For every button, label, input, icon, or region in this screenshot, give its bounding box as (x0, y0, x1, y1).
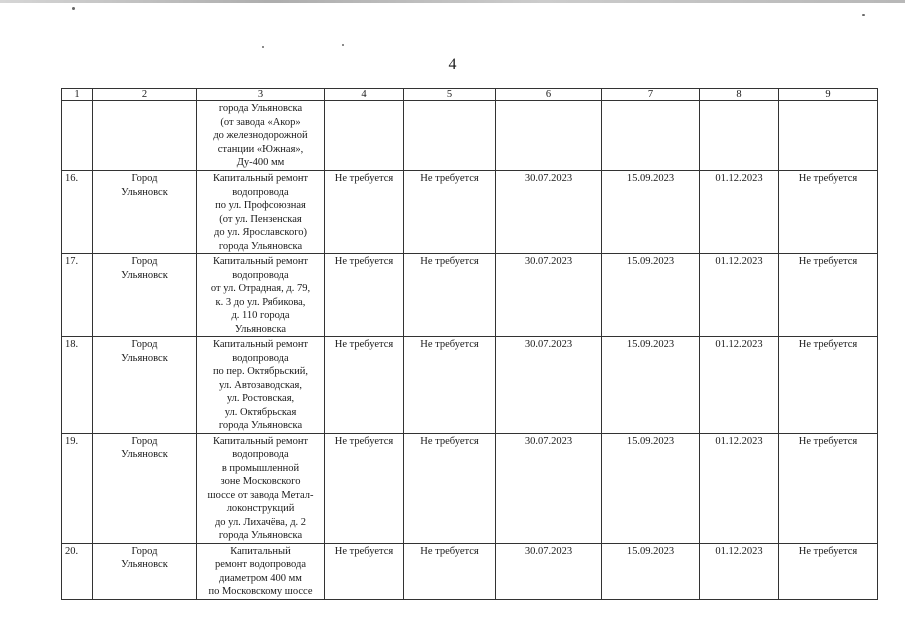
work-description-cell: Капитальный ремонт водопровода по ул. Профсоюзная (от ул. Пензенская до ул. Ярославского) города Ульяновска (197, 171, 325, 254)
page-number: 4 (448, 56, 457, 73)
column-number-header: 1 (62, 89, 93, 101)
date-cell (602, 101, 700, 171)
requirement-cell: Не требуется (779, 254, 878, 337)
requirement-cell: Не требуется (779, 337, 878, 434)
requirement-cell (404, 101, 496, 171)
date-cell: 30.07.2023 (496, 171, 602, 254)
work-description-cell: Капитальный ремонт водопровода в промышленной зоне Московского шоссе от завода Метал- локонструкций до ул. Лихачёва, д. 2 города Ульяновска (197, 433, 325, 543)
requirement-cell: Не требуется (404, 433, 496, 543)
row-number-cell: 17. (62, 254, 93, 337)
municipality-cell: Город Ульяновск (93, 543, 197, 599)
scan-speck (72, 7, 75, 10)
row-number-cell (62, 101, 93, 171)
table-row (62, 101, 878, 171)
scan-speck (342, 44, 344, 46)
requirement-cell: Не требуется (779, 543, 878, 599)
scan-edge-artifact (0, 0, 905, 3)
column-number-header: 6 (496, 89, 602, 101)
work-description-cell: Капитальный ремонт водопровода по пер. Октябрьский, ул. Автозаводская, ул. Ростовская, ул. Октябрьская города Ульяновска (197, 337, 325, 434)
municipality-cell: Город Ульяновск (93, 433, 197, 543)
column-number-header: 2 (93, 89, 197, 101)
date-cell: 30.07.2023 (496, 254, 602, 337)
table-body (62, 101, 878, 600)
date-cell: 15.09.2023 (602, 543, 700, 599)
date-cell: 01.12.2023 (700, 433, 779, 543)
scan-speck (262, 46, 264, 48)
requirement-cell: Не требуется (404, 543, 496, 599)
date-cell: 15.09.2023 (602, 171, 700, 254)
requirement-cell: Не требуется (404, 254, 496, 337)
row-number-cell: 20. (62, 543, 93, 599)
row-number-cell: 16. (62, 171, 93, 254)
work-description-cell: города Ульяновска (от завода «Акор» до железнодорожной станции «Южная», Ду-400 мм (197, 101, 325, 171)
row-number-cell: 19. (62, 433, 93, 543)
requirement-cell: Не требуется (404, 337, 496, 434)
works-schedule-table (61, 88, 878, 600)
table-row (62, 254, 878, 337)
municipality-cell: Город Ульяновск (93, 254, 197, 337)
date-cell: 15.09.2023 (602, 254, 700, 337)
column-number-header-row (62, 89, 878, 101)
requirement-cell (325, 101, 404, 171)
municipality-cell: Город Ульяновск (93, 171, 197, 254)
table-row (62, 543, 878, 599)
work-description-cell: Капитальный ремонт водопровода от ул. Отрадная, д. 79, к. 3 до ул. Рябикова, д. 110 города Ульяновска (197, 254, 325, 337)
date-cell: 01.12.2023 (700, 171, 779, 254)
date-cell: 30.07.2023 (496, 337, 602, 434)
date-cell: 01.12.2023 (700, 254, 779, 337)
date-cell: 01.12.2023 (700, 337, 779, 434)
requirement-cell: Не требуется (325, 543, 404, 599)
requirement-cell: Не требуется (325, 337, 404, 434)
column-number-header: 5 (404, 89, 496, 101)
requirement-cell: Не требуется (779, 433, 878, 543)
requirement-cell (779, 101, 878, 171)
date-cell (700, 101, 779, 171)
requirement-cell: Не требуется (404, 171, 496, 254)
work-description-cell: Капитальный ремонт водопровода диаметром 400 мм по Московскому шоссе (197, 543, 325, 599)
row-number-cell: 18. (62, 337, 93, 434)
date-cell: 15.09.2023 (602, 433, 700, 543)
requirement-cell: Не требуется (325, 254, 404, 337)
column-number-header: 9 (779, 89, 878, 101)
column-number-header: 8 (700, 89, 779, 101)
requirement-cell: Не требуется (325, 433, 404, 543)
requirement-cell: Не требуется (779, 171, 878, 254)
column-number-header: 7 (602, 89, 700, 101)
date-cell: 30.07.2023 (496, 543, 602, 599)
requirement-cell: Не требуется (325, 171, 404, 254)
scan-speck (862, 14, 865, 16)
date-cell: 30.07.2023 (496, 433, 602, 543)
table-row (62, 433, 878, 543)
table-row (62, 337, 878, 434)
date-cell: 15.09.2023 (602, 337, 700, 434)
column-number-header: 3 (197, 89, 325, 101)
municipality-cell: Город Ульяновск (93, 337, 197, 434)
municipality-cell (93, 101, 197, 171)
table-row (62, 171, 878, 254)
date-cell (496, 101, 602, 171)
column-number-header: 4 (325, 89, 404, 101)
date-cell: 01.12.2023 (700, 543, 779, 599)
